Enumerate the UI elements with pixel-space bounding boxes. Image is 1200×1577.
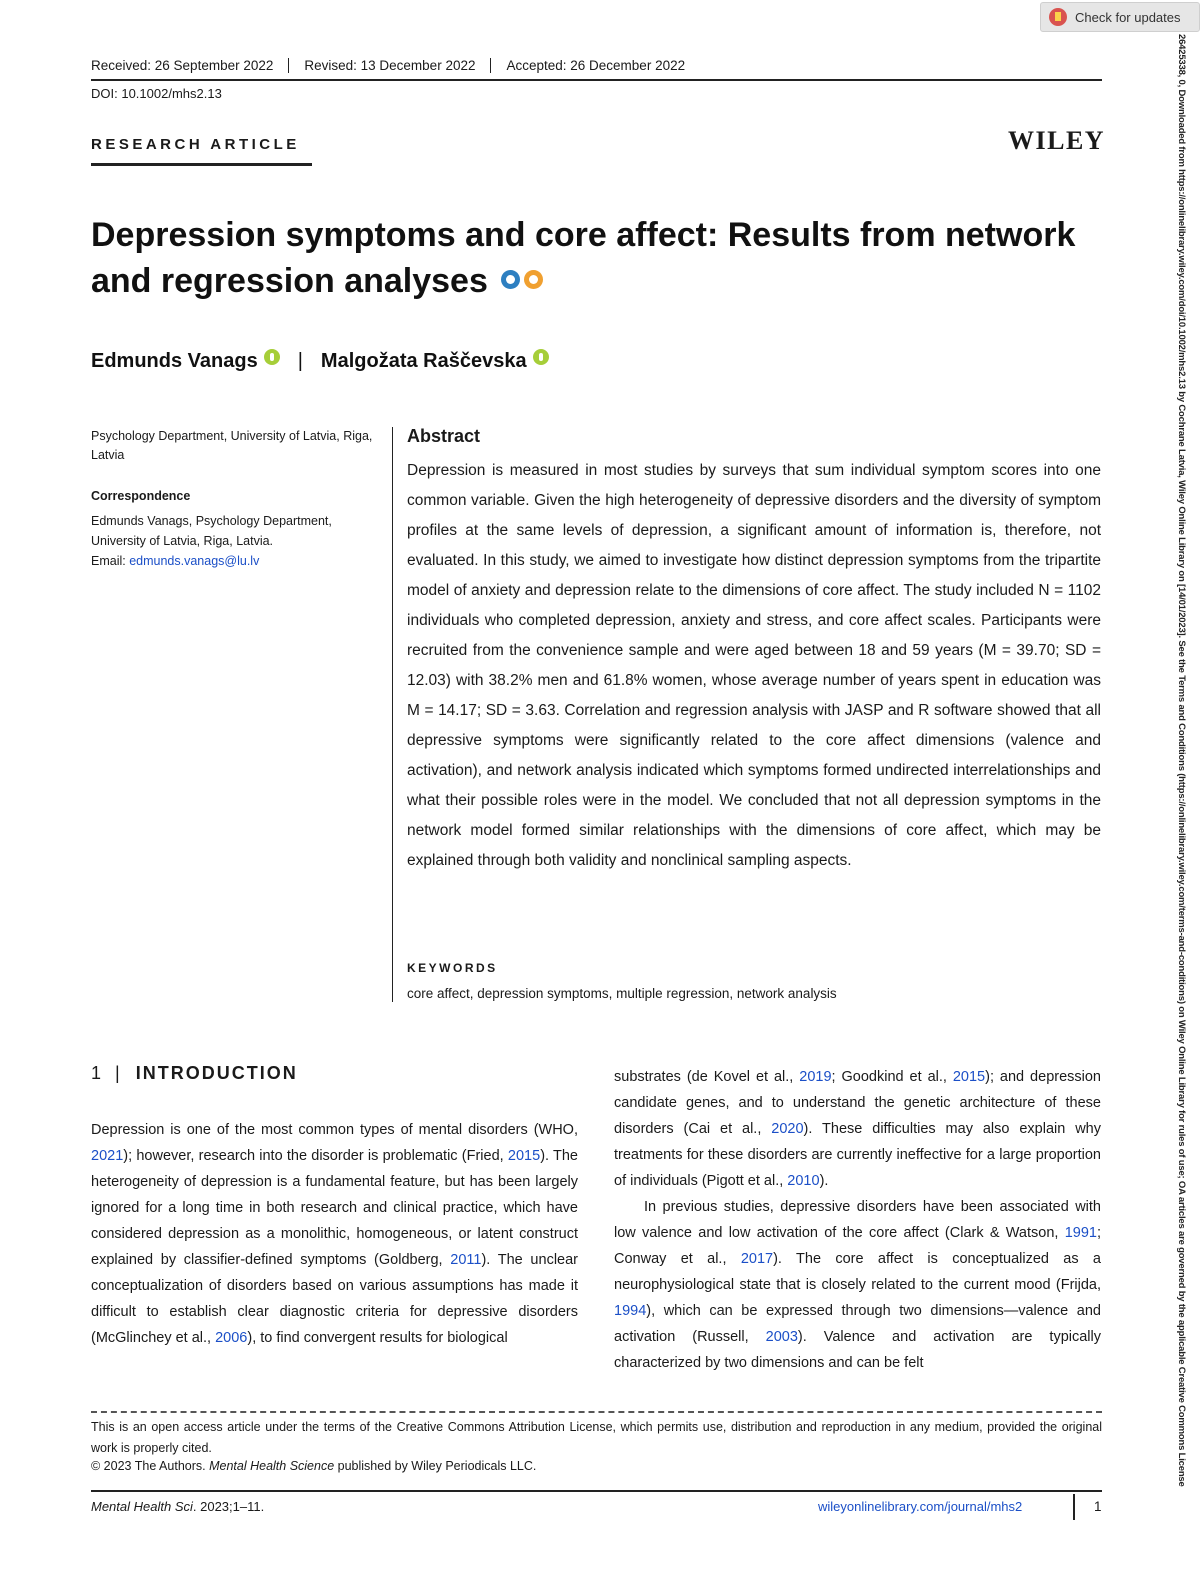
keywords-heading: KEYWORDS — [407, 961, 498, 975]
citation-year-link[interactable]: 2019 — [799, 1069, 832, 1085]
author-list — [91, 349, 549, 373]
check-for-updates-button[interactable] — [1040, 2, 1200, 32]
side-download-text: 26425338, 0, Downloaded from https://onlinelibrary.wiley.com/doi/10.1002/mhs2.13 by Cochrane Latvia, Wiley Online Library on [14/01/2023]. See the Terms and Conditions (https://onlinelibrary.wiley.com/terms-and-conditions) on Wiley Online Library for rules of use; OA articles are governed by the applicable Creative Commons License — [1176, 34, 1187, 1487]
paragraph — [614, 1064, 1101, 1194]
body-text: ). These difficulties may also explain why treatments for these disorders are currently ineffective for a large proportion of individuals (Pigott et al., — [614, 1121, 1101, 1189]
body-column-right — [614, 1064, 1101, 1376]
open-data-badge-icon — [501, 270, 520, 289]
citation-year-link[interactable]: 2011 — [450, 1252, 482, 1268]
citation-year-link[interactable]: 2015 — [507, 1148, 541, 1164]
journal-name: Mental Health Sci — [91, 1499, 193, 1514]
crossmark-icon — [1049, 8, 1067, 26]
copyright — [91, 1459, 536, 1473]
body-text: ). Valence and activation are typically characterized by two dimensions and can be felt — [614, 1329, 1101, 1371]
orcid-icon[interactable] — [533, 349, 549, 365]
citation-year-link[interactable]: 2015 — [952, 1069, 986, 1085]
check-for-updates-label: Check for updates — [1075, 9, 1181, 25]
body-text: ), to find convergent results for biological — [247, 1330, 508, 1346]
section-bar: | — [115, 1063, 122, 1083]
body-text: substrates (de Kovel et al., — [614, 1069, 800, 1085]
body-text: ); however, research into the disorder is problematic (Fried, — [123, 1148, 508, 1164]
correspondence-address: Edmunds Vanags, Psychology Department, University of Latvia, Riga, Latvia. — [91, 514, 332, 548]
body-column-left — [91, 1117, 578, 1351]
footnote-rule — [91, 1411, 1102, 1413]
accepted-date: Accepted: 26 December 2022 — [490, 58, 700, 73]
title-text: Depression symptoms and core affect: Results from network and regression analyses — [91, 216, 1076, 300]
author-name[interactable]: Edmunds Vanags — [91, 350, 258, 372]
citation-year-link[interactable]: 2010 — [787, 1173, 820, 1189]
doi: DOI: 10.1002/mhs2.13 — [91, 86, 222, 101]
body-text: Depression is one of the most common types of mental disorders (WHO, — [91, 1122, 578, 1138]
open-materials-badge-icon — [524, 270, 543, 289]
body-text: ; Goodkind et al., — [831, 1069, 953, 1085]
publisher-logo: WILEY — [1008, 126, 1106, 155]
header-rule — [91, 79, 1102, 81]
journal-volume: . 2023;1–11. — [192, 1499, 265, 1514]
article-type-underline — [91, 163, 312, 166]
abstract-rule — [392, 427, 393, 1002]
article-type: RESEARCH ARTICLE — [91, 136, 300, 153]
correspondence — [91, 511, 381, 571]
journal-citation — [91, 1499, 264, 1514]
body-text: ); and depression candidate genes, and to understand the genetic architecture of these disorders (Cai et al., — [614, 1069, 1101, 1137]
body-text: ), which can be expressed through two dimensions—valence and activation (Russell, — [614, 1303, 1101, 1345]
abstract-text: Depression is measured in most studies by surveys that sum individual symptom scores into one common variable. Given the high heterogeneity of depressive disorders and the diversity of symptom profiles at the same levels of depression, a significant amount of information is, therefore, not evaluated. In this study, we aimed to investigate how distinct depression symptoms from the tripartite model of anxiety and depression relate to the dimensions of core affect. The study included N = 1102 individuals who completed depression, anxiety and stress, and core affect scales. Participants were recruited from the convenience sample and were aged between 18 and 59 years (M = 39.70; SD = 12.03) with 38.2% men and 61.8% women, whose average number of years spent in education was M = 14.17; SD = 3.63. Correlation and regression analysis with JASP and R software showed that all depressive symptoms were significantly related to the core affect dimensions (valence and activation), and network analysis indicated which symptoms formed undirected interrelationships and what their possible roles were in the model. We concluded that not all depression symptoms in the network model formed similar relationships with the dimensions of core affect, which may be explained through both validity and nonclinical sampling aspects. — [407, 462, 1101, 869]
affiliation: Psychology Department, University of Latvia, Riga, Latvia — [91, 429, 373, 462]
author-name[interactable]: Malgožata Raščevska — [320, 350, 527, 372]
email-link[interactable]: edmunds.vanags@lu.lv — [129, 554, 260, 568]
citation-year-link[interactable]: 2006 — [215, 1330, 248, 1346]
citation-year-link[interactable]: 2017 — [740, 1251, 774, 1267]
article-dates — [91, 58, 700, 73]
copyright-post: published by Wiley Periodicals LLC. — [334, 1459, 537, 1473]
email-label: Email: — [91, 554, 130, 568]
section-number: 1 — [91, 1063, 102, 1083]
citation-year-link[interactable]: 2020 — [771, 1121, 804, 1137]
abstract-heading: Abstract — [407, 426, 481, 446]
citation-year-link[interactable]: 2003 — [765, 1329, 798, 1345]
body-text: ). The unclear conceptualization of disorders based on various assumptions has made it difficult to establish clear diagnostic criteria for depressive disorders (McGlinchey et al., — [91, 1252, 578, 1346]
page-number: 1 — [1094, 1499, 1102, 1514]
body-text: ). The heterogeneity of depression is a fundamental feature, but has been largely ignored for a long time in both research and clinical practice, which have considered depression as a monolithic, homogeneous, or latent construct explained by classifier-defined symptoms (Goldberg, — [91, 1148, 579, 1268]
keywords: core affect, depression symptoms, multiple regression, network analysis — [407, 986, 837, 1001]
section-title: INTRODUCTION — [135, 1063, 298, 1083]
body-text: ). — [819, 1173, 829, 1189]
introduction-heading — [91, 1063, 298, 1084]
copyright-pre: © 2023 The Authors. — [91, 1459, 210, 1473]
body-text: In previous studies, depressive disorders have been associated with low valence and low activation of the core affect (Clark & Watson, — [614, 1199, 1101, 1241]
orcid-icon[interactable] — [264, 349, 280, 365]
license-note: This is an open access article under the terms of the Creative Commons Attribution License, which permits use, distribution and reproduction in any medium, provided the original work is properly cited. — [91, 1420, 1102, 1455]
citation-year-link[interactable]: 1991 — [1064, 1225, 1097, 1241]
copyright-journal: Mental Health Science — [209, 1459, 335, 1473]
paragraph — [614, 1194, 1101, 1376]
author-separator: | — [297, 350, 303, 372]
received-date: Received: 26 September 2022 — [91, 58, 274, 73]
correspondence-heading: Correspondence — [91, 489, 191, 503]
citation-year-link[interactable]: 1994 — [614, 1303, 647, 1319]
journal-url-link[interactable]: wileyonlinelibrary.com/journal/mhs2 — [818, 1499, 1023, 1514]
citation-year-link[interactable]: 2021 — [91, 1148, 124, 1164]
body-text: ). The core affect is conceptualized as a neurophysiological state that is closely related to the current mood (Frijda, — [614, 1251, 1101, 1293]
article-title — [91, 212, 1101, 304]
revised-date: Revised: 13 December 2022 — [288, 58, 490, 73]
side-download-notice — [1175, 34, 1185, 1574]
body-text: ; Conway et al., — [614, 1225, 1101, 1267]
page-number-rule — [1073, 1494, 1075, 1520]
footer-rule — [91, 1490, 1102, 1492]
